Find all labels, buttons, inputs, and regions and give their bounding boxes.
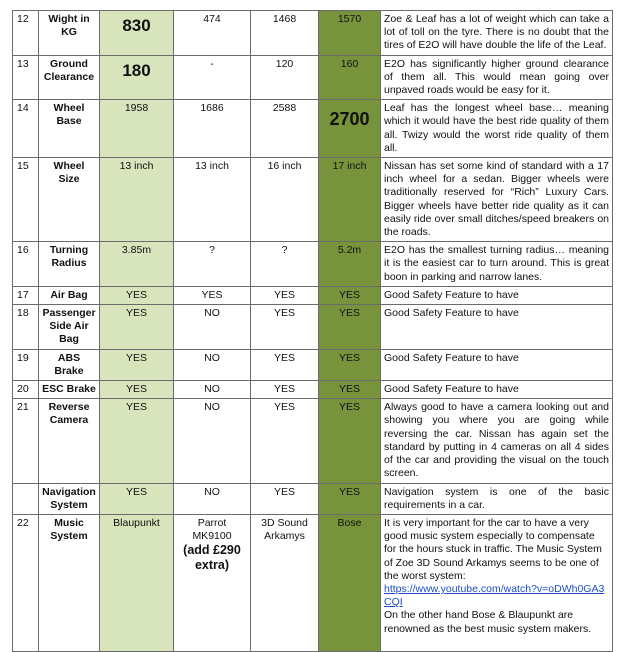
table-row (13, 305, 613, 350)
value-cell (319, 100, 381, 158)
value-cell: 17 inch (319, 158, 381, 242)
value-text: 830 (122, 16, 151, 35)
comparison-table (12, 10, 613, 652)
feature-label: Air Bag (39, 286, 100, 304)
value-cell: YES (251, 349, 319, 380)
value-text: Parrot MK9100 (192, 516, 232, 543)
feature-label: Passenger Side Air Bag (39, 305, 100, 350)
value-cell: 13 inch (100, 158, 174, 242)
comment-cell: Nissan has set some kind of standard with a 17 inch wheel for a sedan. Bigger wheels were traditionally reserved for “Rich” Luxury Cars. Bigger wheels have better ride quality as it can easily ride over small ditches/speed breakers on the roads. (381, 158, 613, 242)
value-cell: ? (251, 242, 319, 287)
value-cell: YES (100, 399, 174, 483)
comment-text: On the other hand Bose & Blaupunkt are renowned as the best music system makers. (384, 609, 592, 635)
row-number: 22 (13, 514, 39, 651)
youtube-link[interactable]: https://www.youtube.com/watch?v=oDWh0GA3CQI (384, 582, 605, 609)
row-number: 14 (13, 100, 39, 158)
value-text: 180 (122, 60, 151, 80)
value-cell: NO (174, 381, 251, 399)
value-cell: YES (100, 381, 174, 399)
feature-label: Music System (39, 514, 100, 651)
table-row (13, 483, 613, 514)
comment-cell: E2O has significantly higher ground clearance of them all. This would mean going over unpaved roads would be easy for it. (381, 55, 613, 100)
table-row (13, 100, 613, 158)
comment-cell: Navigation system is one of the basic requirements in a car. (381, 483, 613, 514)
row-number: 12 (13, 11, 39, 56)
table-row (13, 381, 613, 399)
value-cell: YES (100, 305, 174, 350)
value-cell: NO (174, 305, 251, 350)
feature-label: Turning Radius (39, 242, 100, 287)
value-cell: YES (319, 349, 381, 380)
comment-cell: Leaf has the longest wheel base… meaning which it would have the best ride quality of them all. Twizy would the worst ride quality of them all. (381, 100, 613, 158)
value-cell: NO (174, 349, 251, 380)
value-cell (174, 514, 251, 651)
feature-label: Wheel Base (39, 100, 100, 158)
row-number: 17 (13, 286, 39, 304)
value-cell: 160 (319, 55, 381, 100)
value-cell: Blaupunkt (100, 514, 174, 651)
value-cell: YES (100, 483, 174, 514)
value-cell: YES (251, 381, 319, 399)
table-row (13, 349, 613, 380)
table-row (13, 514, 613, 651)
value-cell: - (174, 55, 251, 100)
table-row (13, 286, 613, 304)
row-number: 16 (13, 242, 39, 287)
value-cell: YES (100, 349, 174, 380)
table-row (13, 11, 613, 56)
value-cell: Bose (319, 514, 381, 651)
value-cell: NO (174, 399, 251, 483)
value-cell: YES (319, 305, 381, 350)
row-number: 21 (13, 399, 39, 483)
row-number: 18 (13, 305, 39, 350)
value-cell (100, 11, 174, 56)
value-cell: YES (251, 305, 319, 350)
value-cell: 1468 (251, 11, 319, 56)
row-number (13, 483, 39, 514)
value-cell: YES (319, 483, 381, 514)
value-cell: 16 inch (251, 158, 319, 242)
value-cell: YES (319, 399, 381, 483)
row-number: 20 (13, 381, 39, 399)
table-row (13, 158, 613, 242)
value-cell: 5.2m (319, 242, 381, 287)
value-cell: YES (174, 286, 251, 304)
feature-label: Navigation System (39, 483, 100, 514)
feature-label: Wheel Size (39, 158, 100, 242)
value-cell: YES (251, 286, 319, 304)
feature-label: Wight in KG (39, 11, 100, 56)
comment-cell: Always good to have a camera looking out and showing you where you are going while reversing the car. Nissan has again set the standard by putting in 4 cameras on all 4 sides of the car and providing the visual on the touch screen. (381, 399, 613, 483)
value-cell: YES (251, 483, 319, 514)
table-row (13, 399, 613, 483)
feature-label: Ground Clearance (39, 55, 100, 100)
row-number: 13 (13, 55, 39, 100)
row-number: 19 (13, 349, 39, 380)
feature-label: ABS Brake (39, 349, 100, 380)
feature-label: Reverse Camera (39, 399, 100, 483)
value-cell: ? (174, 242, 251, 287)
comment-text: It is very important for the car to have a very good music system especially to compensate for the hours stuck in traffic. The Music System of Zoe 3D Sound Arkamys seems to be one of the worst system: (384, 516, 602, 582)
value-cell: YES (319, 381, 381, 399)
value-cell (100, 55, 174, 100)
feature-label: ESC Brake (39, 381, 100, 399)
comment-cell (381, 514, 613, 651)
value-cell: 1570 (319, 11, 381, 56)
value-cell: 3D Sound Arkamys (251, 514, 319, 651)
comment-cell: E2O has the smallest turning radius… meaning it is the easiest car to turn around. This is great boon in parking and narrow lanes. (381, 242, 613, 287)
row-number: 15 (13, 158, 39, 242)
value-cell: 474 (174, 11, 251, 56)
comment-cell: Good Safety Feature to have (381, 286, 613, 304)
value-cell: 3.85m (100, 242, 174, 287)
value-cell: YES (100, 286, 174, 304)
value-cell: 1958 (100, 100, 174, 158)
value-cell: YES (319, 286, 381, 304)
value-text: 2700 (329, 109, 370, 130)
value-cell: 1686 (174, 100, 251, 158)
comment-cell: Good Safety Feature to have (381, 349, 613, 380)
comment-cell: Good Safety Feature to have (381, 381, 613, 399)
extra-cost-note: (add £290 extra) (183, 543, 241, 573)
value-cell: 120 (251, 55, 319, 100)
value-cell: 2588 (251, 100, 319, 158)
comment-cell: Good Safety Feature to have (381, 305, 613, 350)
comment-cell: Zoe & Leaf has a lot of weight which can take a lot of toll on the tyre. There is no doubt that the tires of E2O will have double the life of the Leaf. (381, 11, 613, 56)
value-cell: YES (251, 399, 319, 483)
table-row (13, 55, 613, 100)
table-row (13, 242, 613, 287)
value-cell: NO (174, 483, 251, 514)
value-cell: 13 inch (174, 158, 251, 242)
